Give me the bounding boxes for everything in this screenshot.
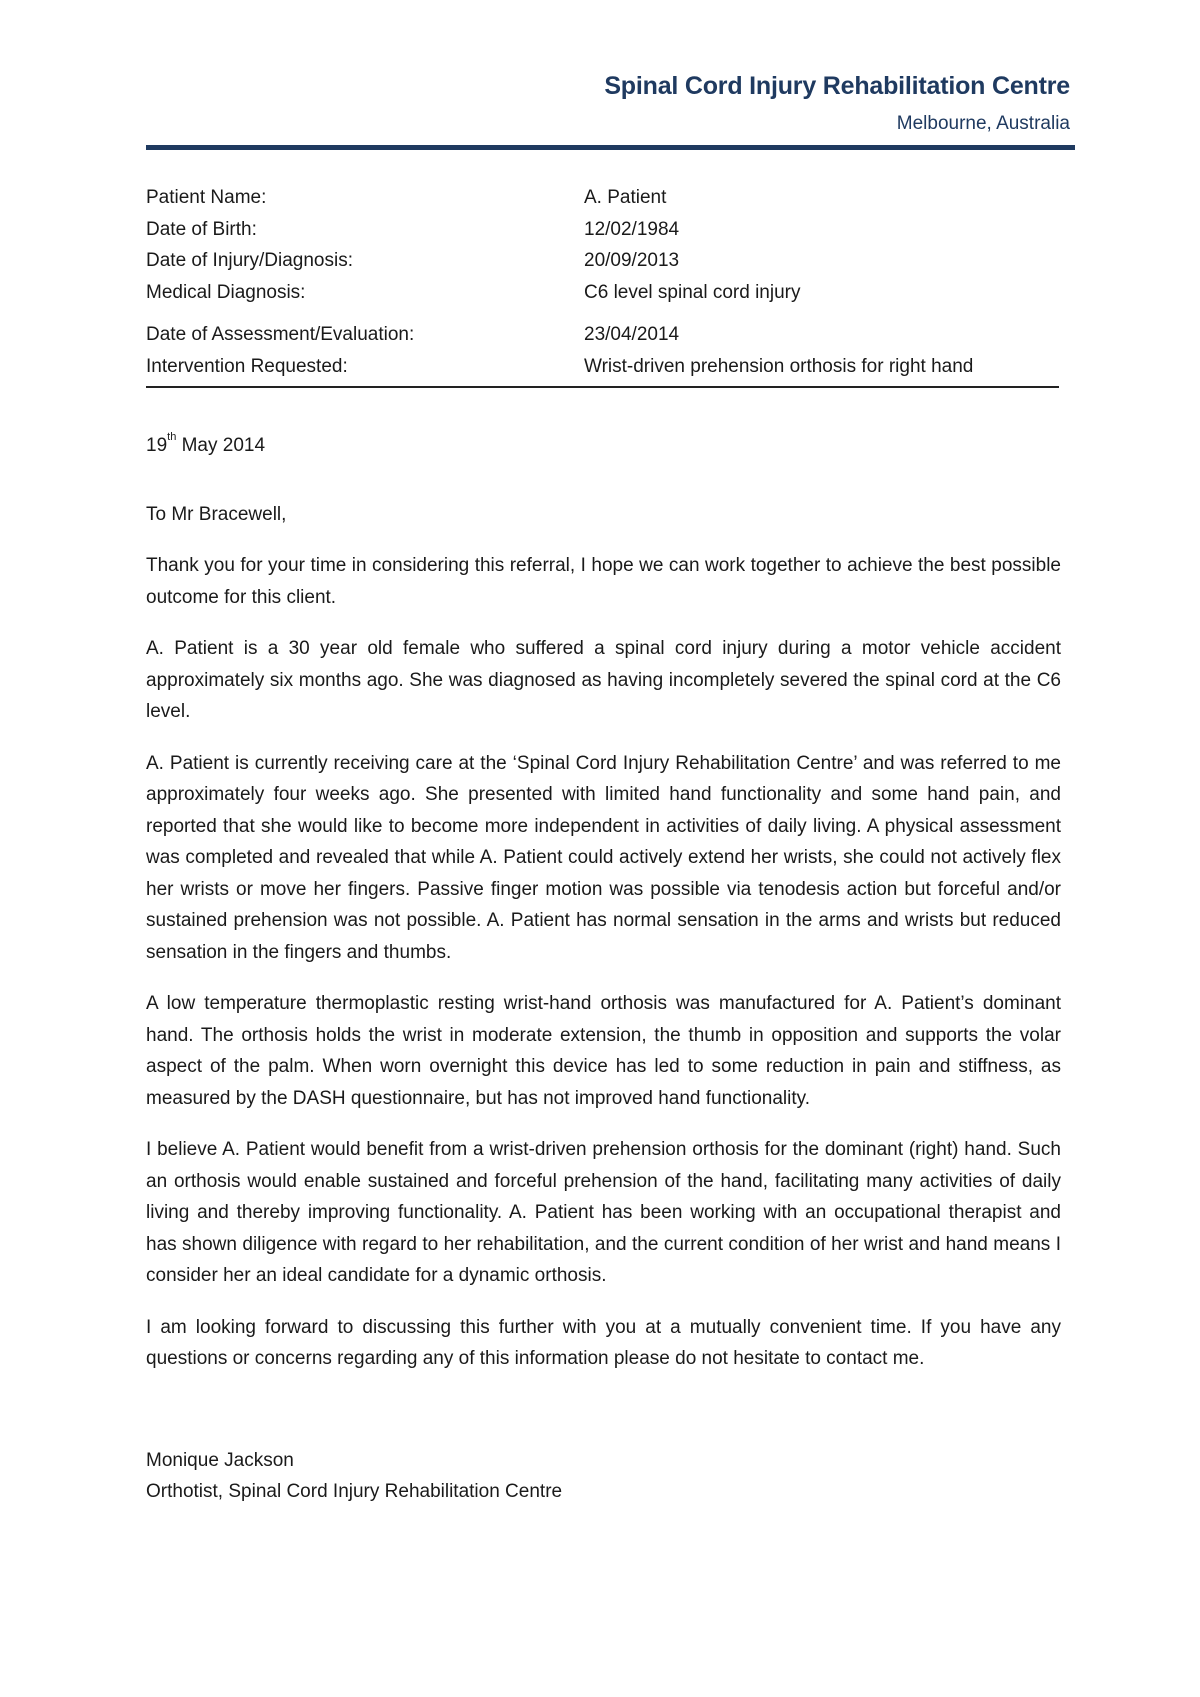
- detail-label: Patient Name:: [146, 187, 267, 208]
- salutation: To Mr Bracewell,: [146, 503, 287, 525]
- paragraph-current-orthosis: A low temperature thermoplastic resting wrist-hand orthosis was manufactured for A. Patient’s dominant hand. The orthosis holds the wrist in moderate extension, the thumb in opposition and supports the volar aspect of the palm. When worn overnight this device has led to some reduction in pain and stiffness, as measured by the DASH questionnaire, but has not improved hand functionality.: [146, 993, 1061, 1109]
- signatory-title: Orthotist, Spinal Cord Injury Rehabilitation Centre: [146, 1481, 563, 1502]
- detail-label: Date of Assessment/Evaluation:: [146, 324, 415, 345]
- paragraph-recommendation: I believe A. Patient would benefit from a wrist-driven prehension orthosis for the dominant (right) hand. Such an orthosis would enable sustained and forceful prehension of the hand, facilitating many activities of daily living and thereby improving functionality. A. Patient has been working with an occupational therapist and has shown diligence with regard to her rehabilitation, and the current condition of her wrist and hand means I consider her an ideal candidate for a dynamic orthosis.: [146, 1139, 1061, 1286]
- detail-label: Intervention Requested:: [146, 355, 348, 377]
- detail-row-medical-diagnosis: [146, 277, 1059, 309]
- detail-row-intervention-requested: [146, 351, 1059, 383]
- organization-name: Spinal Cord Injury Rehabilitation Centre: [604, 72, 1070, 100]
- header-divider: [146, 145, 1075, 150]
- date-suffix: th: [167, 431, 177, 443]
- patient-details: [146, 182, 1059, 382]
- organization-location: Melbourne, Australia: [896, 113, 1070, 134]
- detail-value: C6 level spinal cord injury: [584, 281, 801, 303]
- paragraph-background: A. Patient is a 30 year old female who suffered a spinal cord injury during a motor vehicle accident approximately six months ago. She was diagnosed as having incompletely severed the spinal cord at the C6 level.: [146, 638, 1061, 722]
- date-day: 19: [146, 435, 168, 456]
- details-divider: [146, 386, 1059, 388]
- detail-value: Wrist-driven prehension orthosis for right hand: [584, 355, 974, 377]
- detail-value: 12/02/1984: [584, 218, 680, 240]
- signatory-name: Monique Jackson: [146, 1449, 294, 1471]
- signature-block: [146, 1445, 1061, 1508]
- detail-label: Date of Injury/Diagnosis:: [146, 250, 353, 271]
- paragraph-assessment: A. Patient is currently receiving care at the ‘Spinal Cord Injury Rehabilitation Centre’ and was referred to me approximately four weeks ago. She presented with limited hand functionality and some hand pain, and reported that she would like to become more independent in activities of daily living. A physical assessment was completed and revealed that while A. Patient could actively extend her wrists, she could not actively flex her wrists or move her fingers. Passive finger motion was possible via tenodesis action but forceful and/or sustained prehension was not possible. A. Patient has normal sensation in the arms and wrists but reduced sensation in the fingers and thumbs.: [146, 752, 1061, 963]
- detail-value: 20/09/2013: [584, 250, 680, 271]
- date-month-year: May 2014: [176, 435, 266, 456]
- detail-value: 23/04/2014: [584, 324, 680, 345]
- paragraph-intro: Thank you for your time in considering this referral, I hope we can work together to achieve the best possible outcome for this client.: [146, 555, 1061, 608]
- letter-date: [146, 430, 1061, 462]
- detail-label: Medical Diagnosis:: [146, 281, 306, 303]
- detail-row-date-of-injury: [146, 245, 1059, 277]
- letter-body: [146, 430, 1061, 1508]
- detail-value: A. Patient: [584, 187, 667, 208]
- detail-row-date-of-assessment: [146, 319, 1059, 351]
- detail-label: Date of Birth:: [146, 218, 257, 240]
- detail-row-patient-name: [146, 182, 1059, 214]
- paragraph-closing: I am looking forward to discussing this further with you at a mutually convenient time. If you have any questions or concerns regarding any of this information please do not hesitate to contact me.: [146, 1316, 1061, 1369]
- detail-row-date-of-birth: [146, 214, 1059, 246]
